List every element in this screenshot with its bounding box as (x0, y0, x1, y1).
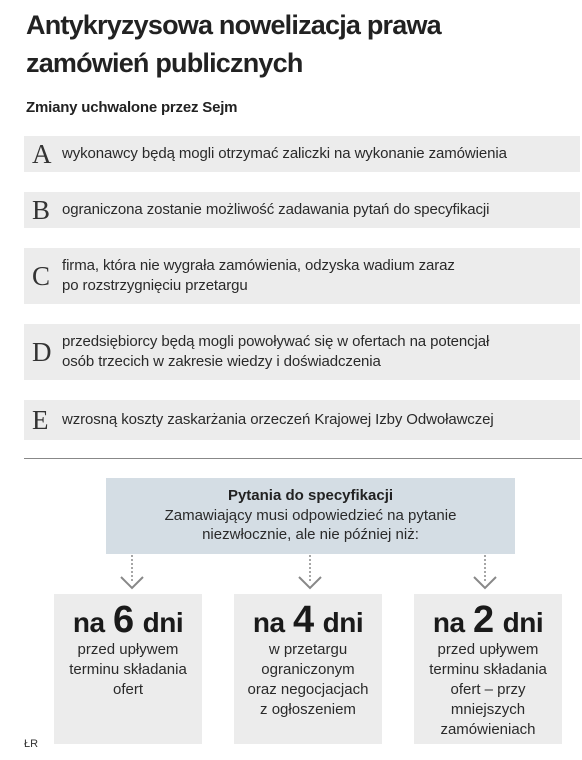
page-title (26, 6, 566, 82)
change-text (62, 200, 489, 220)
deadline-prefix: na (72, 607, 105, 638)
deadline-line: w przetargu (268, 641, 348, 658)
deadline-description (234, 640, 382, 720)
deadline-unit: dni (322, 607, 364, 638)
deadline-box-6-days (54, 594, 202, 744)
change-text (62, 144, 507, 164)
deadline-line: przed upływem (77, 641, 179, 658)
change-text-line: przedsiębiorcy będą mogli powoływać się w ofertach na potencjał (62, 333, 490, 350)
deadline-line: zamówieniach (440, 721, 536, 738)
deadline-description (414, 640, 562, 740)
deadline-prefix: na (252, 607, 285, 638)
change-text (62, 256, 455, 296)
change-item-e (24, 400, 580, 440)
deadline-number: 4 (293, 599, 315, 641)
change-letter: A (32, 138, 52, 169)
change-text (62, 410, 494, 430)
deadline-box-2-days (414, 594, 562, 744)
deadline-unit: dni (142, 607, 184, 638)
title-line: zamówień publicznych (26, 48, 303, 78)
deadline-description (54, 640, 202, 700)
title-line: Antykryzysowa nowelizacja prawa (26, 10, 441, 40)
questions-description: Zamawiający musi odpowiedzieć na pytanie niezwłocznie, ale nie później niż: (164, 507, 457, 543)
deadline-line: ofert – przy (450, 681, 526, 698)
section-divider (24, 458, 582, 459)
change-text-line: osób trzecich w zakresie wiedzy i doświadczenia (62, 353, 381, 370)
deadline-value (234, 600, 382, 640)
section-subtitle: Zmiany uchwalone przez Sejm (26, 99, 238, 116)
deadline-line: terminu składania (429, 661, 547, 678)
change-item-b (24, 192, 580, 228)
change-item-c (24, 248, 580, 304)
questions-title: Pytania do specyfikacji (227, 487, 394, 504)
deadline-value (414, 600, 562, 640)
change-letter: C (32, 260, 51, 291)
deadline-line: oraz negocjacjach (247, 681, 369, 698)
change-text-line: wzrosną koszty zaskarżania orzeczeń Krajowej Izby Odwoławczej (62, 411, 494, 428)
deadline-line: przed upływem (437, 641, 539, 658)
author-credit: ŁR (24, 738, 39, 750)
deadline-unit: dni (502, 607, 544, 638)
change-item-d (24, 324, 580, 380)
deadline-prefix: na (432, 607, 465, 638)
change-text-line: wykonawcy będą mogli otrzymać zaliczki na wykonanie zamówienia (62, 145, 507, 162)
deadline-line: mniejszych (450, 701, 526, 718)
deadline-line: ograniczonym (261, 661, 355, 678)
questions-box (106, 478, 515, 554)
change-letter: E (32, 404, 49, 435)
change-item-a (24, 136, 580, 172)
change-letter: D (32, 336, 52, 367)
change-text-line: firma, która nie wygrała zamówienia, odzyska wadium zaraz (62, 257, 455, 274)
deadline-line: z ogłoszeniem (260, 701, 356, 718)
arrow-down-icon (117, 555, 147, 595)
deadline-line: ofert (112, 681, 143, 698)
deadline-box-4-days (234, 594, 382, 744)
deadline-number: 2 (473, 599, 495, 641)
arrow-down-icon (470, 555, 500, 595)
deadline-line: terminu składania (69, 661, 187, 678)
change-text-line: ograniczona zostanie możliwość zadawania pytań do specyfikacji (62, 201, 490, 218)
deadline-value (54, 600, 202, 640)
deadline-number: 6 (113, 599, 135, 641)
change-letter: B (32, 194, 51, 225)
change-text-line: po rozstrzygnięciu przetargu (62, 277, 248, 294)
change-text (62, 332, 489, 372)
arrow-down-icon (295, 555, 325, 595)
